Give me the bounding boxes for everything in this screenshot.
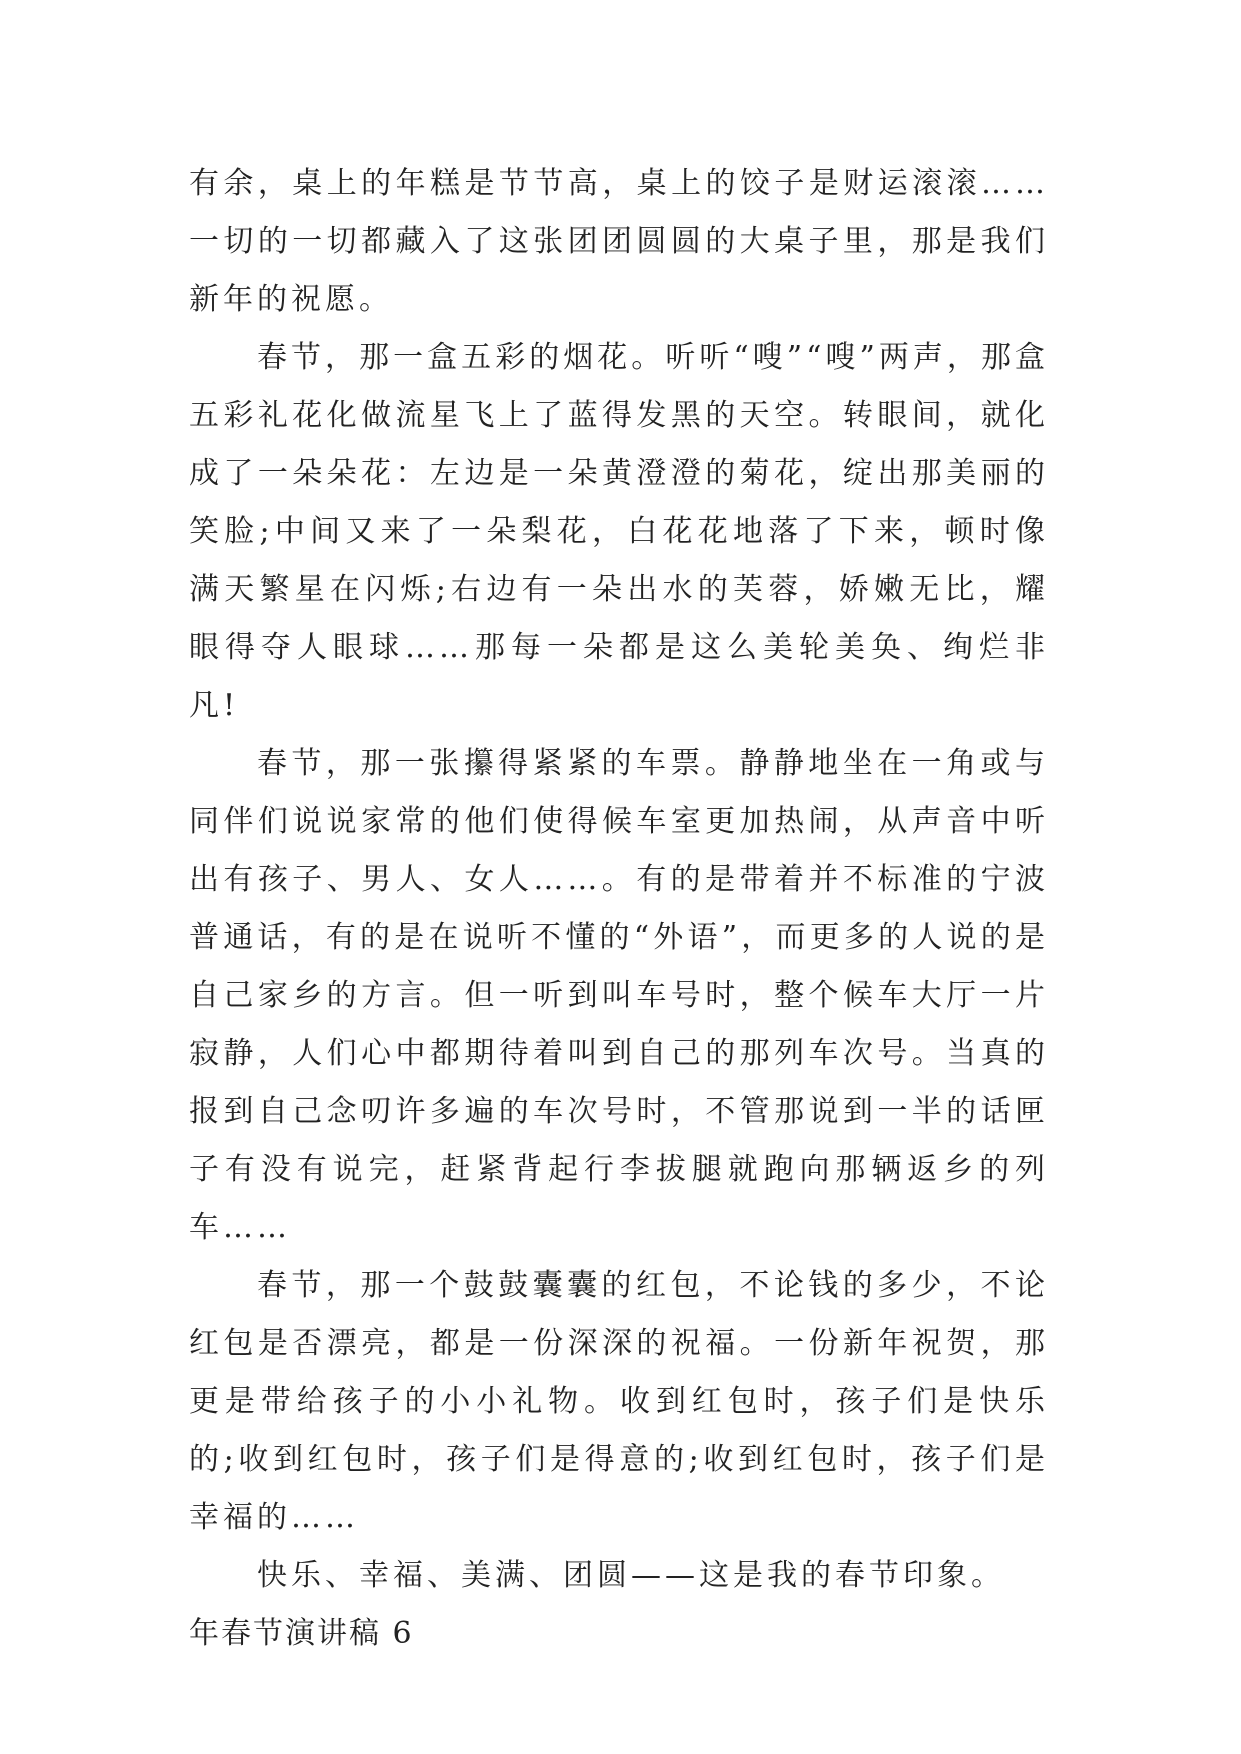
paragraph-continuation: 有余，桌上的年糕是节节高，桌上的饺子是财运滚滚……一切的一切都藏入了这张团团圆圆的大桌子里，那是我们新年的祝愿。 — [189, 166, 1049, 317]
section-heading: 年春节演讲稿 6 — [189, 1616, 414, 1651]
document-body — [189, 155, 1049, 1663]
paragraph-conclusion: 快乐、幸福、美满、团圆——这是我的春节印象。 — [257, 1558, 1005, 1593]
paragraph-red-envelope: 春节，那一个鼓鼓囊囊的红包，不论钱的多少，不论红包是否漂亮，都是一份深深的祝福。一份新年祝贺，那更是带给孩子的小小礼物。收到红包时，孩子们是快乐的;收到红包时，孩子们是得意的;收到红包时，孩子们是幸福的…… — [189, 1268, 1049, 1535]
paragraph-train-ticket: 春节，那一张攥得紧紧的车票。静静地坐在一角或与同伴们说说家常的他们使得候车室更加热闹，从声音中听出有孩子、男人、女人……。有的是带着并不标准的宁波普通话，有的是在说听不懂的“外语”，而更多的人说的是自己家乡的方言。但一听到叫车号时，整个候车大厅一片寂静，人们心中都期待着叫到自己的那列车次号。当真的报到自己念叨许多遍的车次号时，不管那说到一半的话匣子有没有说完，赶紧背起行李拔腿就跑向那辆返乡的列车…… — [189, 746, 1049, 1245]
paragraph-fireworks: 春节，那一盒五彩的烟花。听听“嗖”“嗖”两声，那盒五彩礼花化做流星飞上了蓝得发黑的天空。转眼间，就化成了一朵朵花：左边是一朵黄澄澄的菊花，绽出那美丽的笑脸;中间又来了一朵梨花，白花花地落了下来，顿时像满天繁星在闪烁;右边有一朵出水的芙蓉，娇嫩无比，耀眼得夺人眼球……那每一朵都是这么美轮美奂、绚烂非凡! — [189, 340, 1049, 723]
